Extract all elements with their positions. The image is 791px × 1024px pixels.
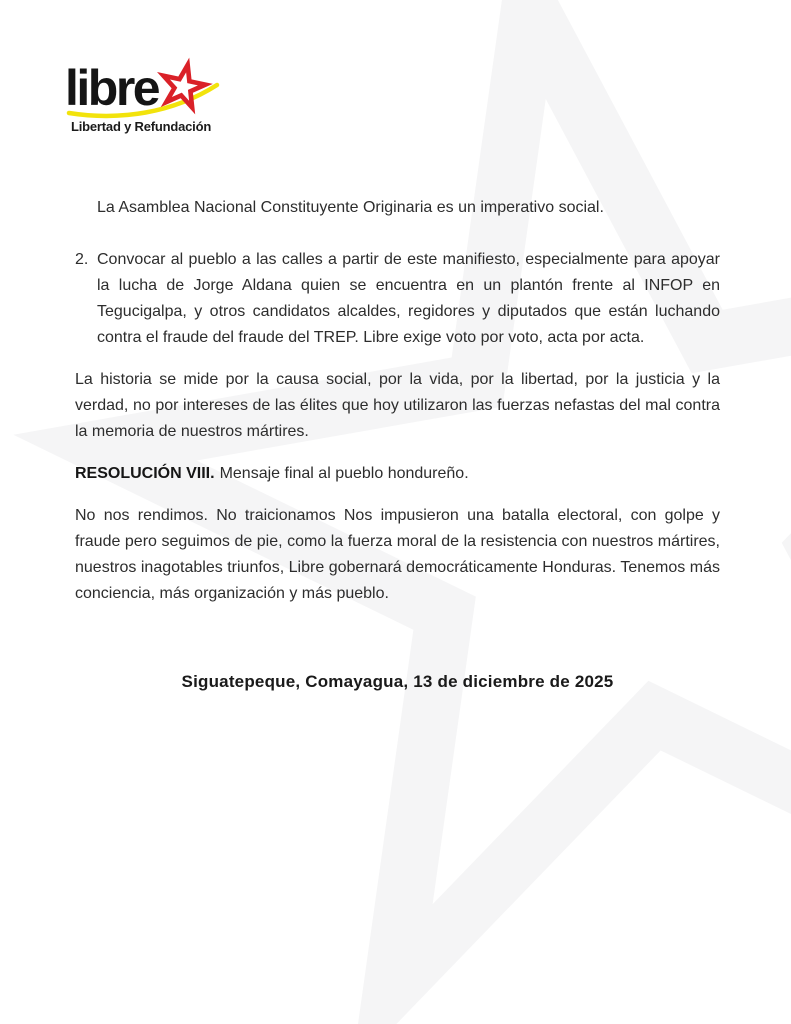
resolution-text: Mensaje final al pueblo hondureño. xyxy=(219,465,469,482)
resolution-label: RESOLUCIÓN VIII. xyxy=(75,465,215,482)
list-item-text: Convocar al pueblo a las calles a partir de este manifiesto, especialmente para apoyar la lucha de Jorge Aldana quien se encuentra en un plantón frente al INFOP en Tegucigalpa, y otros candidatos alcaldes, regidores y diputados que están luchando contra el fraude del fraude del TREP. Libre exige voto por voto, acta por acta. xyxy=(97,251,720,346)
intro-line: La Asamblea Nacional Constituyente Originaria es un imperativo social. xyxy=(97,199,604,216)
resolution-line xyxy=(75,461,720,487)
logo-tagline: Libertad y Refundación xyxy=(71,119,212,134)
dateline: Siguatepeque, Comayagua, 13 de diciembre de 2025 xyxy=(181,672,614,691)
list-item-number: 2. xyxy=(75,251,89,268)
paragraph-final: No nos rendimos. No traicionamos Nos impusieron una batalla electoral, con golpe y fraude pero seguimos de pie, como la fuerza moral de la resistencia con nuestros mártires, nuestros inagotables triunfos, Libre gobernará democráticamente Honduras. Tenemos más conciencia, más organización y más pueblo. xyxy=(75,507,720,602)
list-item-2 xyxy=(75,247,720,351)
document-body xyxy=(0,140,791,695)
paragraph-historia: La historia se mide por la causa social, por la vida, por la libertad, por la justicia y la verdad, no por intereses de las élites que hoy utilizaron las fuerzas nefastas del mal contra la memoria de nuestros mártires. xyxy=(75,371,720,440)
libre-logo xyxy=(65,55,265,140)
logo-wordmark: libre xyxy=(65,60,159,116)
